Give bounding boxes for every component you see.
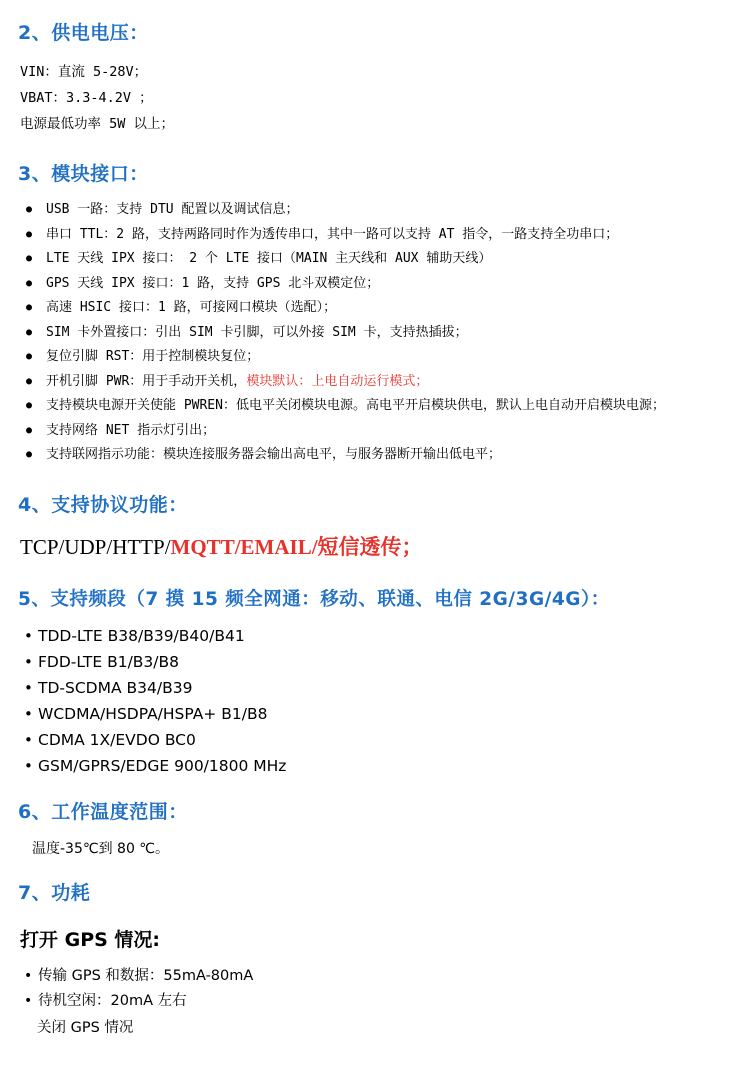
- protocol-red-part: MQTT/EMAIL/短信透传；: [170, 534, 423, 559]
- gps-off-title: 关闭 GPS 情况: [37, 1019, 134, 1036]
- list-item-text: SIM 卡外置接口：引出 SIM 卡引脚，可以外接 SIM 卡，支持热插拔；: [46, 324, 468, 340]
- list-item: [18, 198, 730, 223]
- list-item: • FDD-LTE B1/B3/B8: [18, 649, 730, 675]
- list-item-text: LTE 天线 IPX 接口： 2 个 LTE 接口（MAIN 主天线和 AUX 辅助天线）: [46, 251, 492, 266]
- list-item: [18, 370, 730, 395]
- section-heading-module-interface: 3、模块接口：: [18, 163, 149, 185]
- bands-list: [18, 623, 730, 779]
- section-heading-bands: 5、支持频段（7 摸 15 频全网通：移动、联通、电信 2G/3G/4G）：: [18, 588, 610, 610]
- list-item: [18, 345, 730, 370]
- supply-voltage-lines: [20, 59, 730, 137]
- list-item: [18, 321, 730, 346]
- section-heading-temperature: 6、工作温度范围：: [18, 800, 188, 823]
- list-item: • TDD-LTE B38/B39/B40/B41: [18, 623, 730, 649]
- list-item: [18, 394, 730, 419]
- list-item-text: 支持模块电源开关使能 PWREN：低电平关闭模块电源。高电平开启模块供电，默认上电自动开启模块电源；: [46, 398, 665, 413]
- list-item-text: 支持网络 NET 指示灯引出；: [46, 422, 216, 438]
- list-item-text: 复位引脚 RST：用于控制模块复位；: [46, 349, 260, 364]
- section-heading-power-consumption: 7、功耗: [18, 881, 91, 904]
- list-item: [18, 247, 730, 272]
- list-item-text: 支持联网指示功能：模块连接服务器会输出高电平，与服务器断开输出低电平；: [46, 447, 502, 462]
- list-item-text: GPS 天线 IPX 接口：1 路，支持 GPS 北斗双模定位；: [46, 275, 380, 291]
- power-consumption-list: [18, 964, 730, 1014]
- list-item: • 待机空闲：20mA 左右: [18, 989, 730, 1014]
- list-item: • TD-SCDMA B34/B39: [18, 675, 730, 701]
- list-item: [18, 296, 730, 321]
- section-heading-protocols: 4、支持协议功能：: [18, 493, 188, 516]
- list-item: • WCDMA/HSDPA/HSPA+ B1/B8: [18, 701, 730, 727]
- list-item: • CDMA 1X/EVDO BC0: [18, 727, 730, 753]
- list-item-text: 开机引脚 PWR：用于手动开关机，: [46, 373, 247, 389]
- list-item-text: 高速 HSIC 接口：1 路，可接网口模块（选配）；: [46, 300, 337, 315]
- list-item: [18, 443, 730, 468]
- list-item: • 传输 GPS 和数据：55mA-80mA: [18, 964, 730, 989]
- list-item: [18, 272, 730, 297]
- list-item-text: USB 一路：支持 DTU 配置以及调试信息；: [46, 202, 299, 217]
- supply-voltage-line: 电源最低功率 5W 以上；: [20, 116, 175, 132]
- list-item-text: 串口 TTL：2 路，支持两路同时作为透传串口，其中一路可以支持 AT 指令，一路支持全功串口；: [46, 226, 619, 242]
- protocol-line: [20, 531, 730, 561]
- section-heading-supply-voltage: 2、供电电压：: [18, 22, 149, 44]
- list-item-highlight: 模块默认：上电自动运行模式；: [246, 373, 429, 389]
- list-item: • GSM/GPRS/EDGE 900/1800 MHz: [18, 753, 730, 779]
- protocol-black-part: TCP/UDP/HTTP/: [20, 534, 171, 559]
- module-interface-list: [18, 198, 730, 468]
- supply-voltage-line: VIN：直流 5-28V；: [20, 64, 148, 80]
- supply-voltage-line: VBAT：3.3-4.2V ；: [20, 90, 153, 106]
- list-item: [18, 419, 730, 444]
- list-item: [18, 223, 730, 248]
- temperature-value: 温度-35℃到 80 ℃。: [32, 840, 170, 857]
- gps-on-title: 打开 GPS 情况:: [20, 928, 161, 951]
